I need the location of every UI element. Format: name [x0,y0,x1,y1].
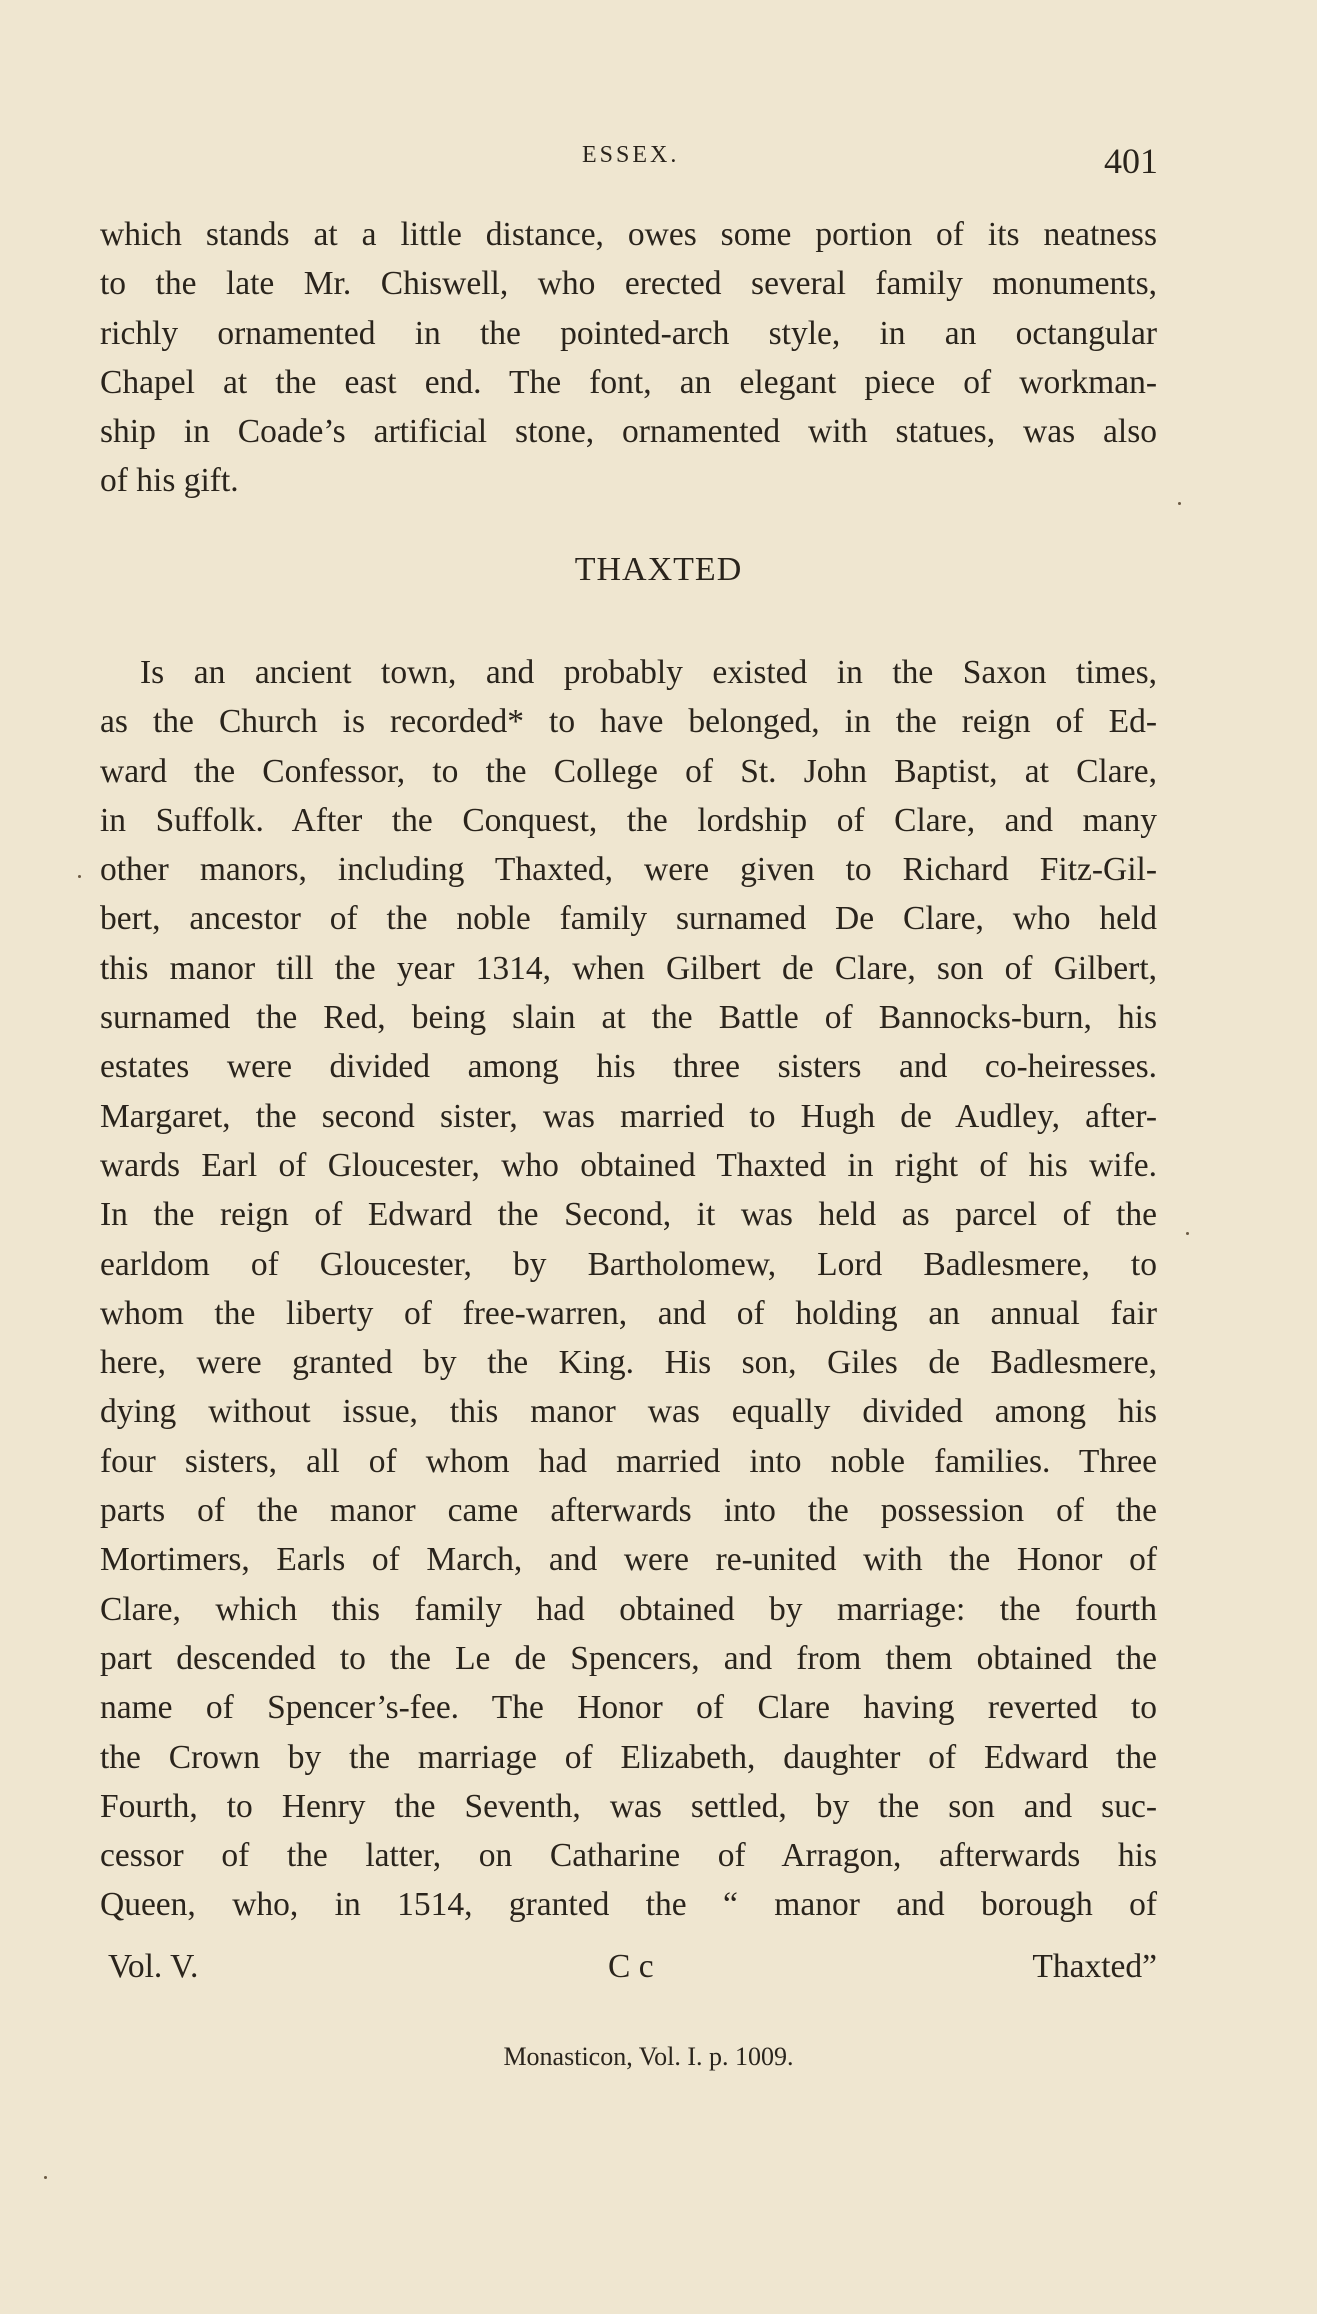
text-line: which stands at a little distance, owes some portion of its neatness [100,216,1157,253]
text-line: in Suffolk. After the Conquest, the lordship of Clare, and many [100,801,1157,839]
paper-speck [1186,1232,1189,1235]
volume-label: Vol. V. [108,1948,199,1985]
text-line: this manor till the year 1314, when Gilbert de Clare, son of Gilbert, [100,949,1157,987]
text-line: part descended to the Le de Spencers, and from them obtained the [100,1639,1157,1677]
text-line: other manors, including Thaxted, were given to Richard Fitz-Gil- [100,851,1157,889]
text-line: here, were granted by the King. His son, Giles de Badlesmere, [100,1344,1157,1382]
text-line: earldom of Gloucester, by Bartholomew, Lord Badlesmere, to [100,1245,1157,1283]
text-line: estates were divided among his three sisters and co-heiresses. [100,1048,1157,1086]
paragraph-thaxted [100,648,1157,1930]
text-line: richly ornamented in the pointed-arch style, in an octangular [100,314,1157,352]
text-line: to the late Mr. Chiswell, who erected several family monuments, [100,265,1157,303]
footnote: Monasticon, Vol. I. p. 1009. [503,2042,794,2071]
text-line: as the Church is recorded* to have belonged, in the reign of Ed- [100,703,1157,741]
text-line: cessor of the latter, on Catharine of Arragon, afterwards his [100,1837,1157,1875]
text-line: Chapel at the east end. The font, an elegant piece of workman- [100,363,1157,401]
running-title: ESSEX. [582,142,680,168]
text-line: Is an ancient town, and probably existed in the Saxon times, [140,654,1157,691]
catchword: Thaxted” [1032,1948,1157,1985]
text-line: the Crown by the marriage of Elizabeth, daughter of Edward the [100,1738,1157,1776]
text-line: ship in Coade’s artificial stone, ornamented with statues, was also [100,413,1157,451]
text-line: bert, ancestor of the noble family surnamed De Clare, who held [100,900,1157,938]
text-line: Queen, who, in 1514, granted the “ manor and borough of [100,1886,1157,1924]
text-line: parts of the manor came afterwards into the possession of the [100,1492,1157,1530]
paragraph-continued [100,210,1157,506]
page-number: 401 [1104,141,1158,181]
signature-mark: C c [608,1948,654,1985]
text-line: ward the Confessor, to the College of St. John Baptist, at Clare, [100,752,1157,790]
paper-speck [78,875,81,878]
text-line: Margaret, the second sister, was married to Hugh de Audley, after- [100,1097,1157,1135]
running-head [0,140,1317,190]
signature-line [100,1948,1157,1998]
text-line: name of Spencer’s-fee. The Honor of Clare having reverted to [100,1689,1157,1727]
text-line: four sisters, all of whom had married into noble families. Three [100,1442,1157,1480]
text-line: whom the liberty of free-warren, and of holding an annual fair [100,1294,1157,1332]
paper-speck [44,2176,47,2179]
text-line: dying without issue, this manor was equally divided among his [100,1393,1157,1431]
text-line: wards Earl of Gloucester, who obtained Thaxted in right of his wife. [100,1146,1157,1184]
text-line: In the reign of Edward the Second, it was held as parcel of the [100,1196,1157,1234]
section-heading: THAXTED [574,551,743,588]
text-line: of his gift. [100,462,239,500]
text-line: Fourth, to Henry the Seventh, was settled, by the son and suc- [100,1787,1157,1825]
text-line: surnamed the Red, being slain at the Battle of Bannocks-burn, his [100,999,1157,1037]
paper-speck [1178,502,1181,505]
text-line: Clare, which this family had obtained by marriage: the fourth [100,1590,1157,1628]
text-line: Mortimers, Earls of March, and were re-united with the Honor of [100,1541,1157,1579]
